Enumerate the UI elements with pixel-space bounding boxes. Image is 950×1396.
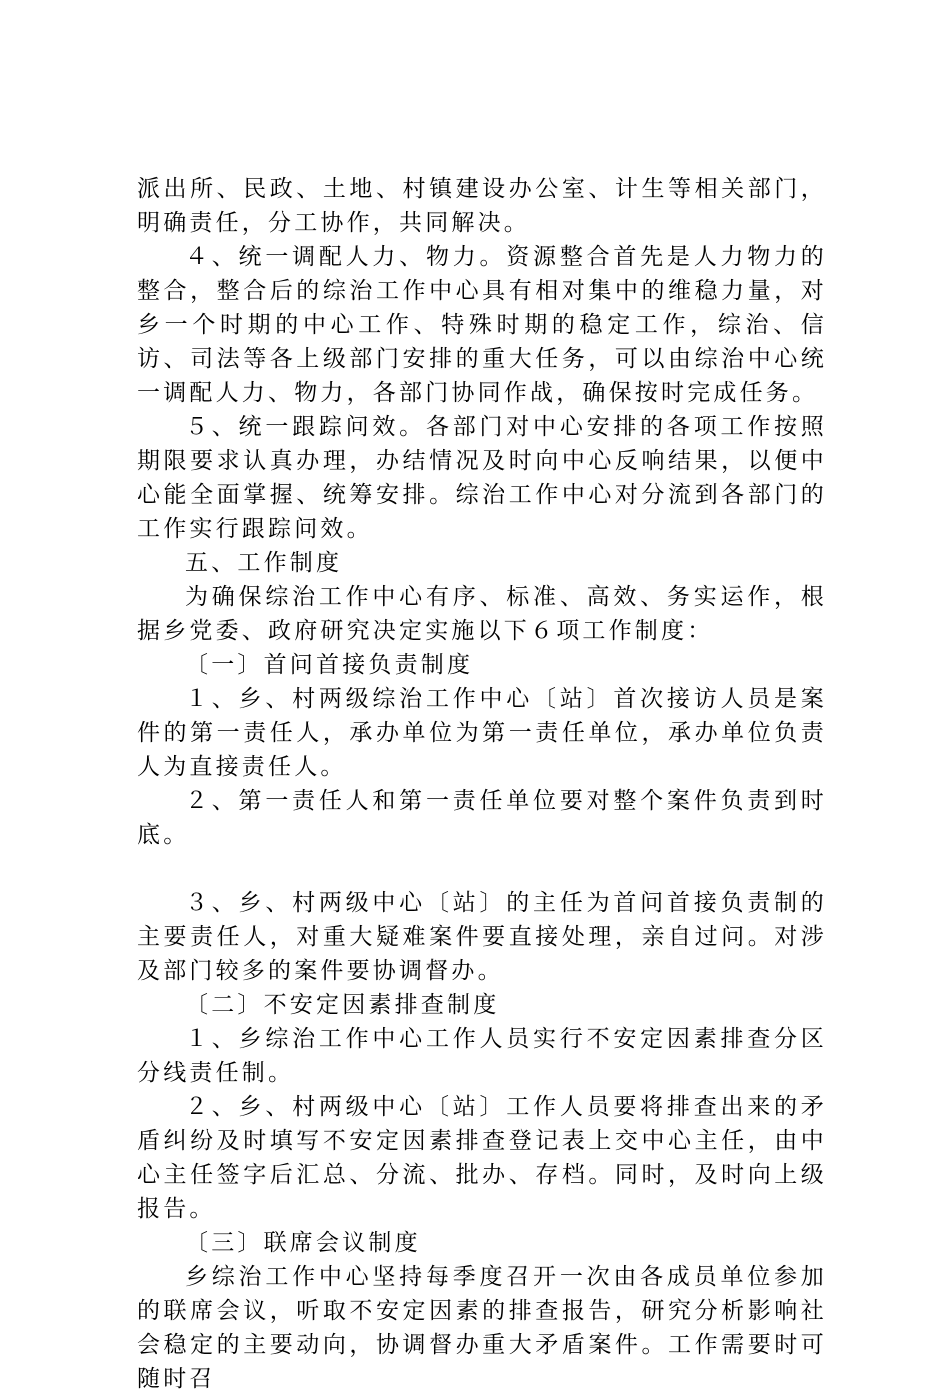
paragraph-instability-1: １、乡综治工作中心工作人员实行不安定因素排查分区分线责任制。 [137,1026,827,1086]
subheading-joint-meeting: 〔三〕联席会议制度 [185,1230,421,1256]
paragraph-first-inquiry-2: ２、第一责任人和第一责任单位要对整个案件负责到时底。 [137,788,827,848]
paragraph-item-5: ５、统一跟踪问效。各部门对中心安排的各项工作按照期限要求认真办理，办结情况及时向中心反响结果，以便中心能全面掌握、统筹安排。综治工作中心对分流到各部门的工作实行跟踪问效。 [137,414,827,542]
paragraph-joint-meeting: 乡综治工作中心坚持每季度召开一次由各成员单位参加的联席会议，听取不安定因素的排查报告，研究分析影响社会稳定的主要动向，协调督办重大矛盾案件。工作需要时可随时召 [137,1264,827,1392]
paragraph-intro: 为确保综治工作中心有序、标准、高效、务实运作，根据乡党委、政府研究决定实施以下６项工作制度： [137,584,827,644]
paragraph-instability-2: ２、乡、村两级中心〔站〕工作人员要将排查出来的矛盾纠纷及时填写不安定因素排查登记表上交中心主任，由中心主任签字后汇总、分流、批办、存档。同时，及时向上级报告。 [137,1094,827,1222]
document-body [137,172,827,1396]
paragraph-first-inquiry-1: １、乡、村两级综治工作中心〔站〕首次接访人员是案件的第一责任人，承办单位为第一责任单位，承办单位负责人为直接责任人。 [137,686,827,780]
paragraph-continuation: 派出所、民政、土地、村镇建设办公室、计生等相关部门，明确责任，分工协作，共同解决。 [137,176,827,236]
section-heading-work-system: 五、工作制度 [185,550,343,576]
paragraph-item-4: ４、统一调配人力、物力。资源整合首先是人力物力的整合，整合后的综治工作中心具有相对集中的维稳力量，对乡一个时期的中心工作、特殊时期的稳定工作，综治、信访、司法等各上级部门安排的重大任务，可以由综治中心统一调配人力、物力，各部门协同作战，确保按时完成任务。 [137,244,827,406]
paragraph-first-inquiry-3: ３、乡、村两级中心〔站〕的主任为首问首接负责制的主要责任人，对重大疑难案件要直接处理，亲自过问。对涉及部门较多的案件要协调督办。 [137,890,827,984]
subheading-instability-check: 〔二〕不安定因素排查制度 [185,992,500,1018]
subheading-first-inquiry: 〔一〕首问首接负责制度 [185,652,474,678]
